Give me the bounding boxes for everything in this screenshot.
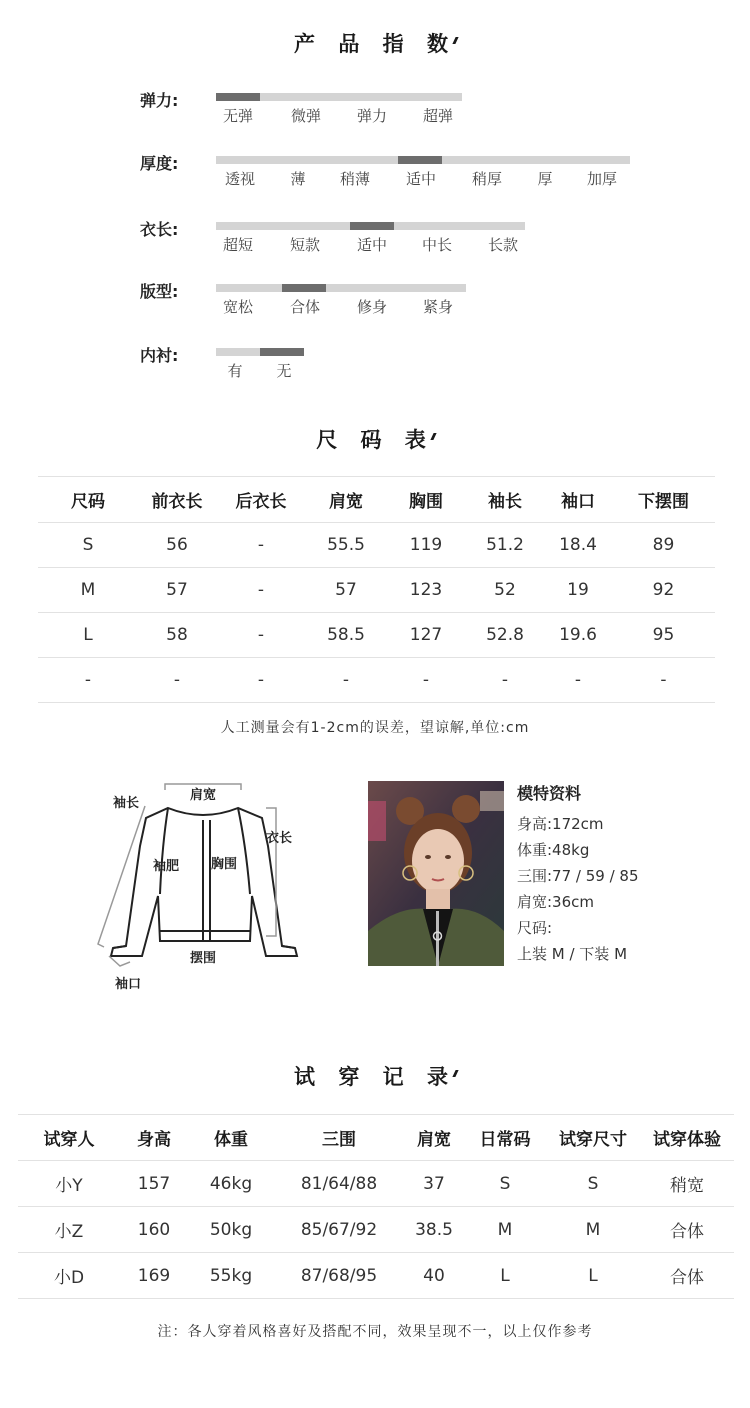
table-cell: 46kg bbox=[188, 1161, 274, 1207]
table-header-cell: 肩宽 bbox=[404, 1115, 464, 1161]
table-cell: 55.5 bbox=[306, 523, 386, 568]
index-option: 微弹 bbox=[290, 107, 322, 125]
table-cell: M bbox=[464, 1207, 546, 1253]
table-row bbox=[18, 1207, 734, 1253]
table-cell: 89 bbox=[612, 523, 715, 568]
table-cell: 160 bbox=[120, 1207, 188, 1253]
table-header-cell: 试穿体验 bbox=[640, 1115, 734, 1161]
index-option: 稍薄 bbox=[339, 170, 371, 188]
index-selected-marker bbox=[350, 222, 394, 230]
table-cell: - bbox=[138, 658, 216, 703]
index-scale-bar bbox=[216, 93, 462, 101]
index-row-label: 版型: bbox=[140, 282, 179, 301]
table-row bbox=[18, 1253, 734, 1299]
table-header-cell: 下摆围 bbox=[612, 477, 715, 523]
model-info-title: 模特资料 bbox=[517, 784, 582, 803]
table-cell: - bbox=[466, 658, 544, 703]
index-row bbox=[0, 151, 750, 201]
table-cell: M bbox=[38, 568, 138, 613]
table-row bbox=[38, 568, 715, 613]
table-cell: 58.5 bbox=[306, 613, 386, 658]
index-row-label: 衣长: bbox=[140, 220, 179, 239]
table-cell: 18.4 bbox=[544, 523, 612, 568]
table-cell: 50kg bbox=[188, 1207, 274, 1253]
index-option: 无 bbox=[276, 362, 292, 380]
index-option: 合体 bbox=[289, 298, 321, 316]
index-option: 宽松 bbox=[222, 298, 254, 316]
table-cell: 87/68/95 bbox=[274, 1253, 404, 1299]
table-cell: S bbox=[38, 523, 138, 568]
index-option: 短款 bbox=[289, 236, 321, 254]
table-header-cell: 前衣长 bbox=[138, 477, 216, 523]
table-cell: 38.5 bbox=[404, 1207, 464, 1253]
shoulder-label: 肩宽 bbox=[190, 788, 217, 803]
table-cell: 57 bbox=[306, 568, 386, 613]
table-cell: S bbox=[546, 1161, 640, 1207]
table-cell: 小Y bbox=[18, 1161, 120, 1207]
table-cell: 56 bbox=[138, 523, 216, 568]
model-photo bbox=[368, 781, 504, 966]
table-header-cell: 袖口 bbox=[544, 477, 612, 523]
table-cell: 127 bbox=[386, 613, 466, 658]
index-option: 长款 bbox=[487, 236, 519, 254]
index-option: 超短 bbox=[222, 236, 254, 254]
index-option: 弹力 bbox=[356, 107, 388, 125]
table-header-cell: 三围 bbox=[274, 1115, 404, 1161]
index-row-label: 弹力: bbox=[140, 91, 179, 110]
table-cell: M bbox=[546, 1207, 640, 1253]
table-header-cell: 体重 bbox=[188, 1115, 274, 1161]
index-option: 无弹 bbox=[222, 107, 254, 125]
table-cell: L bbox=[464, 1253, 546, 1299]
table-cell: 52.8 bbox=[466, 613, 544, 658]
index-option: 超弹 bbox=[422, 107, 454, 125]
index-option: 加厚 bbox=[586, 170, 618, 188]
table-cell: 123 bbox=[386, 568, 466, 613]
table-cell: 稍宽 bbox=[640, 1161, 734, 1207]
index-selected-marker bbox=[216, 93, 260, 101]
table-cell: - bbox=[216, 568, 306, 613]
model-info-line: 肩宽:36cm bbox=[517, 893, 594, 911]
table-header-cell: 日常码 bbox=[464, 1115, 546, 1161]
table-row bbox=[18, 1161, 734, 1207]
product-index-title: 产 品 指 数 bbox=[294, 32, 456, 56]
table-header-cell: 胸围 bbox=[386, 477, 466, 523]
index-selected-marker bbox=[260, 348, 304, 356]
index-scale-bar bbox=[216, 222, 525, 230]
table-cell: 119 bbox=[386, 523, 466, 568]
model-info bbox=[517, 781, 639, 967]
table-cell: 95 bbox=[612, 613, 715, 658]
table-cell: 85/67/92 bbox=[274, 1207, 404, 1253]
table-cell: L bbox=[546, 1253, 640, 1299]
index-row bbox=[0, 343, 750, 393]
table-cell: 小D bbox=[18, 1253, 120, 1299]
index-scale-bar bbox=[216, 348, 304, 356]
index-option: 有 bbox=[227, 362, 243, 380]
index-row-label: 厚度: bbox=[140, 154, 179, 173]
table-row bbox=[38, 613, 715, 658]
table-header-cell: 试穿尺寸 bbox=[546, 1115, 640, 1161]
table-cell: 57 bbox=[138, 568, 216, 613]
table-cell: - bbox=[38, 658, 138, 703]
index-row bbox=[0, 279, 750, 329]
index-option: 紧身 bbox=[422, 298, 454, 316]
table-row bbox=[38, 658, 715, 703]
index-option: 稍厚 bbox=[471, 170, 503, 188]
table-header-cell: 袖长 bbox=[466, 477, 544, 523]
table-cell: 92 bbox=[612, 568, 715, 613]
table-cell: - bbox=[216, 523, 306, 568]
table-header-cell: 尺码 bbox=[38, 477, 138, 523]
size-chart-title: 尺 码 表 bbox=[316, 428, 434, 452]
table-cell: - bbox=[612, 658, 715, 703]
sleeve-width-label: 袖肥 bbox=[153, 859, 180, 874]
table-cell: L bbox=[38, 613, 138, 658]
index-row bbox=[0, 88, 750, 138]
index-scale-bar bbox=[216, 156, 630, 164]
model-info-line: 体重:48kg bbox=[517, 841, 590, 859]
index-scale-bar bbox=[216, 284, 466, 292]
table-cell: 合体 bbox=[640, 1207, 734, 1253]
try-on-note: 注：各人穿着风格喜好及搭配不同，效果呈现不一，以上仅作参考 bbox=[157, 1324, 593, 1340]
table-cell: 52 bbox=[466, 568, 544, 613]
model-info-line: 三围:77 / 59 / 85 bbox=[517, 867, 639, 885]
index-option: 修身 bbox=[356, 298, 388, 316]
table-cell: 合体 bbox=[640, 1253, 734, 1299]
table-cell: 40 bbox=[404, 1253, 464, 1299]
model-info-line: 身高:172cm bbox=[517, 815, 604, 833]
table-cell: - bbox=[216, 658, 306, 703]
cuff-label: 袖口 bbox=[115, 977, 142, 992]
jacket-measurement-diagram bbox=[90, 776, 310, 1000]
index-option: 适中 bbox=[356, 236, 388, 254]
chest-label: 胸围 bbox=[211, 857, 238, 872]
table-header-cell: 肩宽 bbox=[306, 477, 386, 523]
table-cell: - bbox=[216, 613, 306, 658]
model-info-line: 上装 M / 下装 M bbox=[517, 945, 628, 963]
table-cell: - bbox=[544, 658, 612, 703]
size-table bbox=[38, 476, 715, 703]
table-header-cell: 后衣长 bbox=[216, 477, 306, 523]
table-cell: 81/64/88 bbox=[274, 1161, 404, 1207]
table-row bbox=[38, 523, 715, 568]
index-selected-marker bbox=[398, 156, 442, 164]
index-option: 透视 bbox=[224, 170, 256, 188]
size-note: 人工测量会有1-2cm的误差，望谅解,单位:cm bbox=[220, 720, 530, 736]
sleeve-length-label: 袖长 bbox=[113, 796, 140, 811]
table-cell: 55kg bbox=[188, 1253, 274, 1299]
table-cell: - bbox=[306, 658, 386, 703]
index-option: 厚 bbox=[537, 170, 553, 188]
try-on-title: 试 穿 记 录 bbox=[294, 1065, 456, 1089]
table-cell: 169 bbox=[120, 1253, 188, 1299]
try-on-table bbox=[18, 1114, 734, 1299]
table-cell: 小Z bbox=[18, 1207, 120, 1253]
index-option: 薄 bbox=[290, 170, 306, 188]
table-cell: 19 bbox=[544, 568, 612, 613]
table-header-cell: 身高 bbox=[120, 1115, 188, 1161]
table-cell: 51.2 bbox=[466, 523, 544, 568]
index-option: 适中 bbox=[405, 170, 437, 188]
table-header-cell: 试穿人 bbox=[18, 1115, 120, 1161]
index-option: 中长 bbox=[421, 236, 453, 254]
length-label: 衣长 bbox=[266, 831, 293, 846]
table-cell: 19.6 bbox=[544, 613, 612, 658]
table-cell: 58 bbox=[138, 613, 216, 658]
index-selected-marker bbox=[282, 284, 326, 292]
table-cell: 157 bbox=[120, 1161, 188, 1207]
hem-label: 摆围 bbox=[190, 951, 217, 966]
model-info-line: 尺码: bbox=[517, 919, 553, 937]
index-row bbox=[0, 217, 750, 267]
table-cell: S bbox=[464, 1161, 546, 1207]
index-row-label: 内衬: bbox=[140, 346, 179, 365]
table-cell: - bbox=[386, 658, 466, 703]
table-cell: 37 bbox=[404, 1161, 464, 1207]
